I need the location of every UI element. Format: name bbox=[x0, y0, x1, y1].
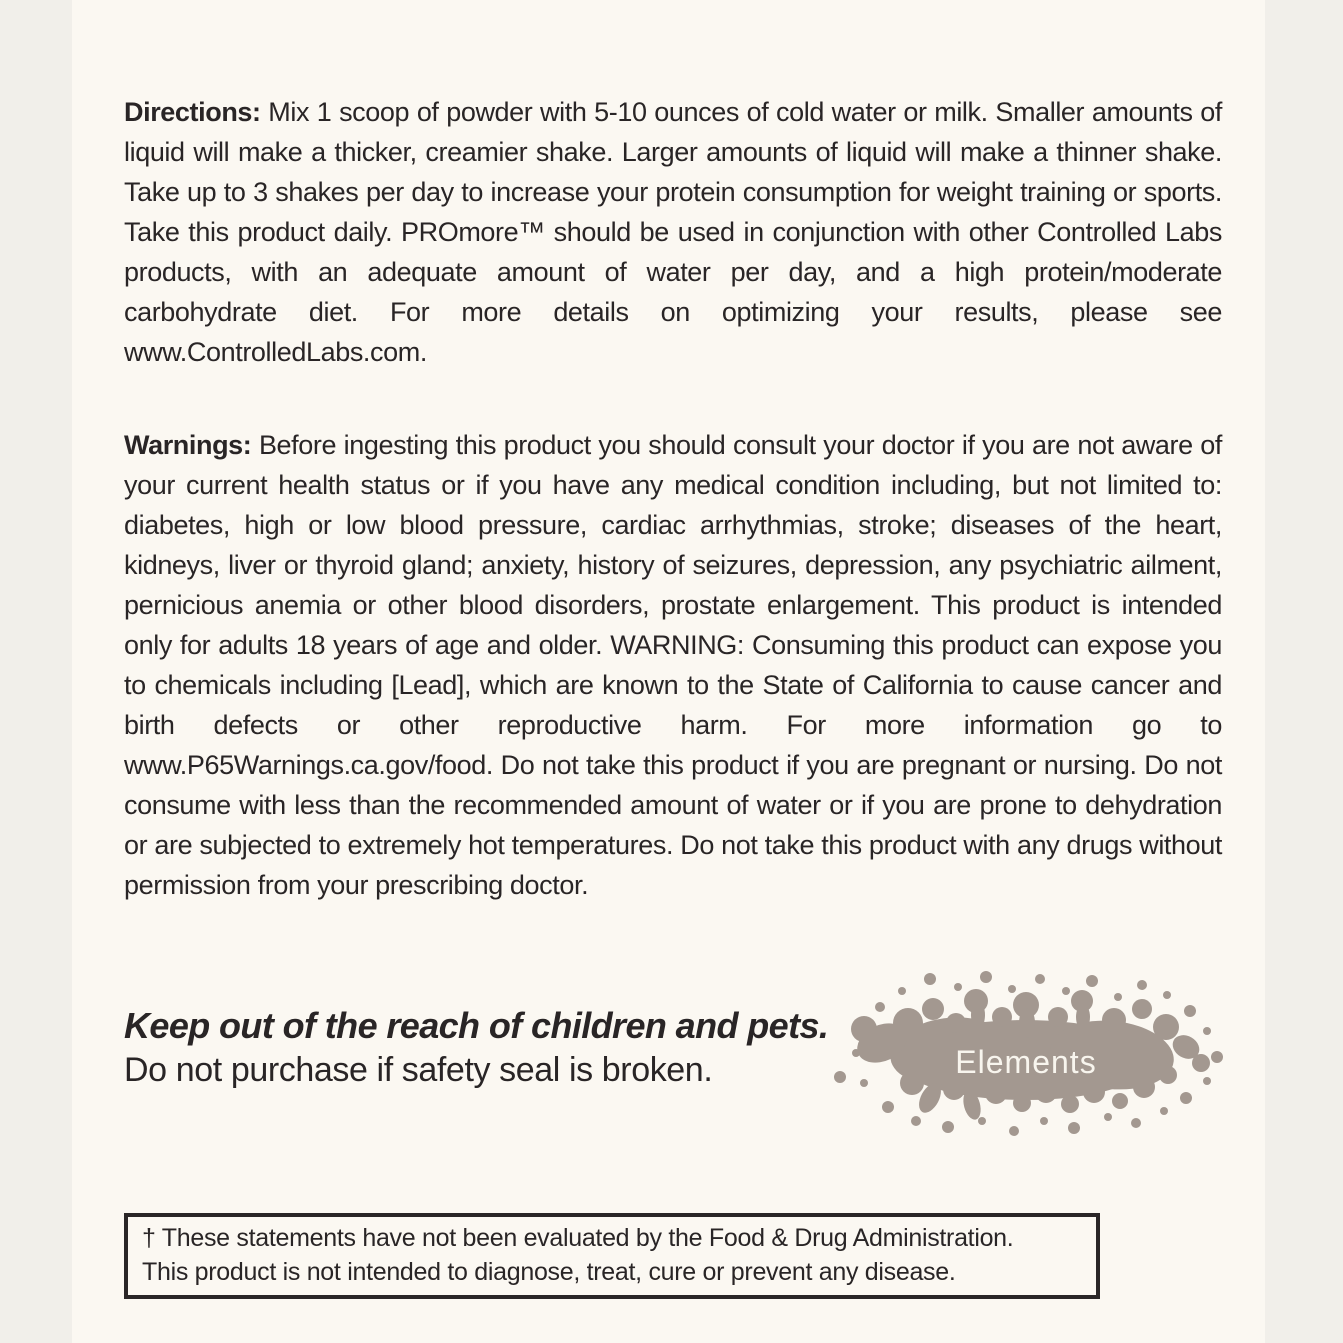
disclaimer-line-2: This product is not intended to diagnose, treat, cure or prevent any disease. bbox=[142, 1258, 956, 1286]
directions-section bbox=[124, 92, 1222, 372]
paint-splat-icon bbox=[830, 965, 1230, 1145]
warnings-text: Before ingesting this product you should consult your doctor if you are not aware of your current health status or if you have any medical condition including, but not limited to: diabetes, high or low blood pressure, cardiac arrhythmias, stroke; diseases of the heart, kidneys, liver or thyroid gland; anxiety, history of seizures, depression, any psychiatric ailment, pernicious anemia or other blood disorders, prostate enlargement. This product is intended only for adults 18 years of age and older. WARNING: Consuming this product can expose you to chemicals including [Lead], which are known to the State of California to cause cancer and birth defects or other reproductive harm. For more information go to www.P65Warnings.ca.gov/food. Do not take this product if you are pregnant or nursing. Do not consume with less than the recommended amount of water or if you are prone to dehydration or are subjected to extremely hot temperatures. Do not take this product with any drugs without permission from your prescribing doctor. bbox=[124, 430, 1222, 900]
fda-disclaimer-box bbox=[124, 1213, 1100, 1299]
keep-out-section bbox=[124, 1004, 828, 1092]
brand-splat-logo bbox=[830, 965, 1230, 1145]
warnings-heading: Warnings: bbox=[124, 430, 252, 460]
keep-out-warning: Keep out of the reach of children and pets. bbox=[124, 1005, 829, 1046]
directions-heading: Directions: bbox=[124, 97, 261, 127]
label-panel bbox=[72, 0, 1265, 1343]
safety-seal-note: Do not purchase if safety seal is broken. bbox=[124, 1051, 713, 1089]
directions-text: Mix 1 scoop of powder with 5-10 ounces of cold water or milk. Smaller amounts of liquid will make a thicker, creamier shake. Larger amounts of liquid will make a thinner shake. Take up to 3 shakes per day to increase your protein consumption for weight training or sports. Take this product daily. PROmore™ should be used in conjunction with other Controlled Labs products, with an adequate amount of water per day, and a high protein/moderate carbohydrate diet. For more details on optimizing your results, please see www.ControlledLabs.com. bbox=[124, 97, 1222, 367]
disclaimer-line-1: † These statements have not been evaluated by the Food & Drug Administration. bbox=[142, 1224, 1014, 1252]
brand-name: Elements bbox=[955, 1044, 1097, 1080]
warnings-section bbox=[124, 425, 1222, 905]
